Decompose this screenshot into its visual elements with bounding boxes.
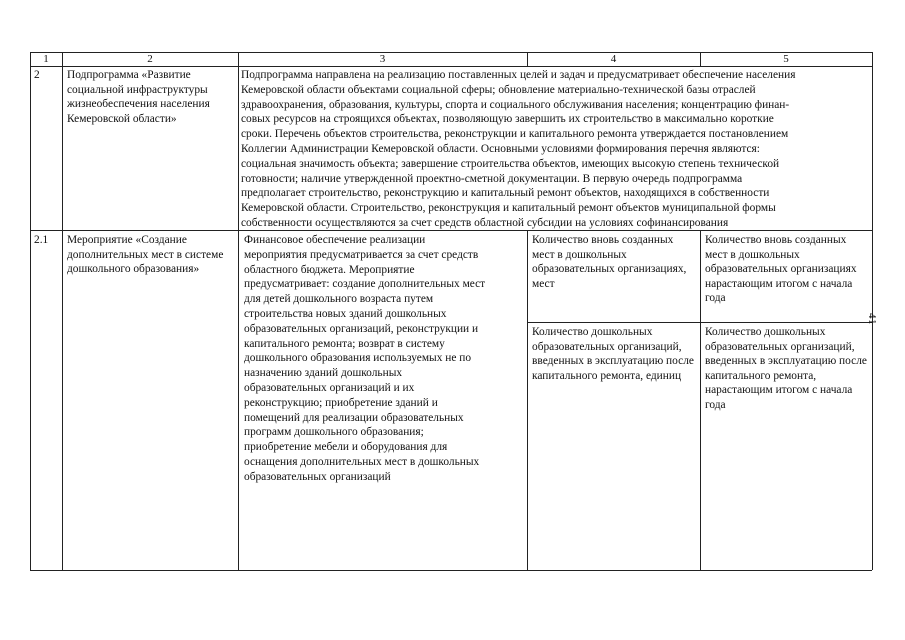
row2-description-line: социальная значимость объекта; завершение строительства объектов, имеющих высокую степень технической (241, 157, 780, 170)
row2-description-line: Кемеровской области. Строительство, реконструкция и капитальный ремонт объектов муниципальной формы (241, 202, 776, 215)
row2-description-line: Кемеровской области объектами социальной сферы; обновление материально-технической базы отраслей (241, 83, 756, 96)
row21-description-line: оснащения дополнительных мест в дошкольных (244, 455, 480, 468)
row21-description-line: образовательных организаций и их (244, 381, 415, 394)
header-bottom-border (30, 66, 872, 67)
row21-description-line: Финансовое обеспечение реализации (244, 234, 426, 246)
row21-description (244, 233, 526, 485)
header-col-5: 5 (783, 53, 789, 65)
row21-description-line: образовательных организаций, реконструкции и (244, 322, 479, 335)
row2-subprogram-name: Подпрограмма «Развитие социальной инфраструктуры жизнеобеспечения населения Кемеровской области» (67, 69, 210, 125)
header-col-1: 1 (43, 53, 49, 65)
row21-description-line: предусматривает: создание дополнительных мест (244, 278, 486, 291)
row2-number: 2 (34, 69, 40, 81)
row21-description-line: для детей дошкольного возраста путем (244, 293, 434, 306)
row21-description-line: дошкольного образования используемых не по (244, 352, 472, 365)
row2-description-line: собственности осуществляются за счет средств областной субсидии на условиях софинансирования (241, 216, 729, 229)
row2-description-line: Коллегии Администрации Кемеровской области. Основными условиями формирования перечня являются: (241, 142, 760, 155)
row21-indicator-5a: Количество вновь созданных мест в дошкольных образовательных организациях нарастающим итогом с начала года (705, 234, 857, 305)
row2-description-line: сроки. Перечень объектов строительства, реконструкции и капитального ремонта утверждается постановлением (241, 128, 789, 141)
row21-description-line: помещений для реализации образовательных (244, 411, 464, 424)
row2-description-line: Подпрограмма направлена на реализацию поставленных целей и задач и предусматривает обеспечение населения (241, 69, 796, 81)
row21-description-line: строительства новых зданий дошкольных (244, 307, 447, 320)
row21-description-line: назначению зданий дошкольных (244, 367, 403, 380)
table-bottom-border (30, 570, 872, 571)
row21-description-line: реконструкцию; приобретение зданий и (244, 396, 438, 409)
row21-description-line: областного бюджета. Мероприятие (244, 263, 415, 276)
row21-description-line: приобретение мебели и оборудования для (244, 441, 448, 454)
col-border-left (30, 52, 31, 570)
row2-description (241, 68, 871, 231)
row21-number: 2.1 (34, 234, 49, 246)
row21-description-line: мероприятия предусматривается за счет средств (244, 248, 479, 261)
row2-description-line: совых ресурсов на строящихся объектах, позволяющую завершить их строительство в максимально короткие (241, 113, 774, 126)
row21-indicator-4b: Количество дошкольных образовательных организаций, введенных в эксплуатацию после капитального ремонта, единиц (532, 326, 694, 382)
row2-description-line: предполагает строительство, реконструкцию и капитальный ремонт объектов, находящихся в собственности (241, 187, 770, 200)
row21-indicator-5b: Количество дошкольных образовательных организаций, введенных в эксплуатацию после капитального ремонта, нарастающим итогом с начала года (705, 326, 867, 411)
page-number: 41 (866, 313, 878, 325)
header-col-2: 2 (147, 53, 153, 65)
col-border-1 (62, 52, 63, 570)
row21-description-line: программ дошкольного образования; (244, 426, 424, 439)
row21-measure-name: Мероприятие «Создание дополнительных мест в системе дошкольного образования» (67, 234, 224, 276)
row2-description-line: здравоохранения, образования, культуры, спорта и социального обслуживания населения; концентрацию финан- (241, 98, 790, 111)
header-col-4: 4 (610, 53, 617, 65)
col-border-2 (238, 52, 239, 570)
row21-indicator-4a: Количество вновь созданных мест в дошкольных образовательных организациях, мест (532, 234, 687, 290)
row21-description-line: капитального ремонта; возврат в систему (244, 337, 445, 350)
col-border-3 (527, 230, 528, 570)
col-border-right (872, 52, 873, 570)
row2-description-line: готовности; наличие утвержденной проектно-сметной документации. В первую очередь подпрограмма (241, 172, 743, 185)
header-col-3: 3 (379, 53, 386, 65)
row21-description-line: образовательных организаций (244, 470, 391, 483)
col-border-4 (700, 230, 701, 570)
